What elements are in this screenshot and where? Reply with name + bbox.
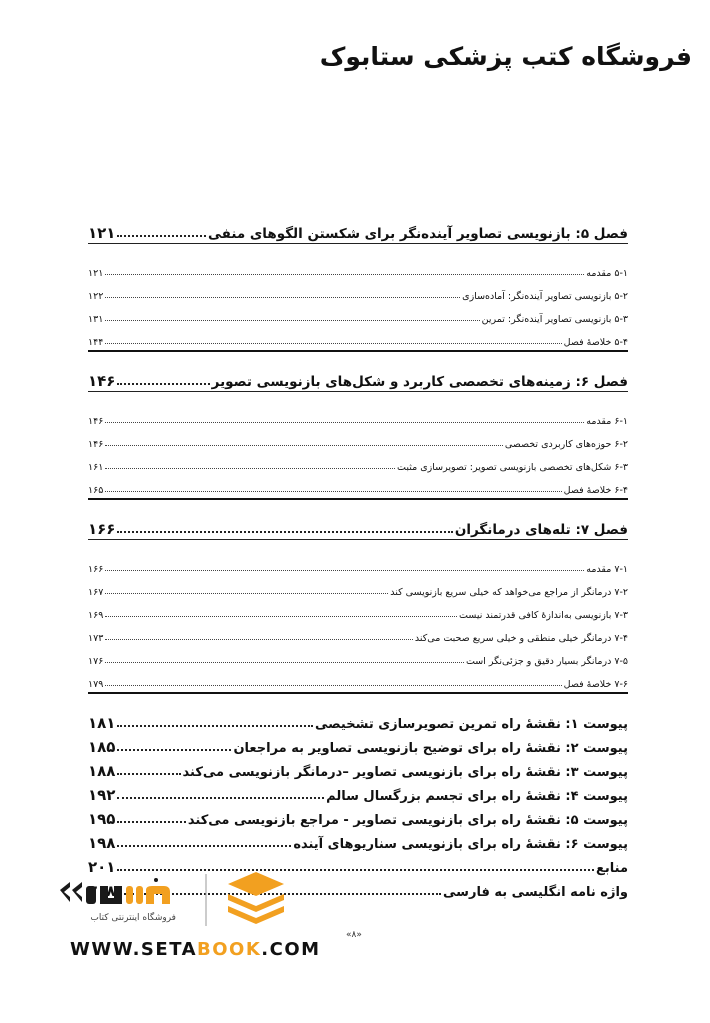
appendix-entry-page: ۱۹۲ [88, 786, 116, 804]
chapter-heading-page: ۱۲۱ [88, 224, 116, 242]
dot-leader [117, 531, 452, 533]
section-entry-page: ۱۴۴ [88, 337, 104, 348]
divider [88, 350, 628, 352]
divider [88, 391, 628, 392]
appendix-entry-page: ۱۸۵ [88, 738, 116, 756]
chapter-heading [88, 514, 628, 538]
dot-leader [105, 685, 561, 686]
appendix-entry [88, 732, 628, 756]
dot-leader [105, 570, 584, 571]
section-entry-page: ۱۶۵ [88, 485, 104, 496]
section-entry-title: ۷-۲ درمانگر از مراجع می‌خواهد که خیلی سریع بازنویسی کند [390, 587, 628, 598]
section-entry-page: ۱۳۱ [88, 314, 104, 325]
section-entry-page: ۱۲۲ [88, 291, 104, 302]
appendix-entry-title: پیوست ۴: نقشهٔ راه برای تجسم بزرگسال سالم [326, 789, 628, 804]
book-stack-icon [228, 872, 284, 924]
section-entry-page: ۱۶۶ [88, 564, 104, 575]
logo-small-text: فروشگاه اینترنتی کتاب [90, 913, 176, 923]
chapter-heading-title: فصل ۶: زمینه‌های تخصصی کاربرد و شکل‌های بازنویسی تصویر [211, 374, 628, 390]
divider [88, 498, 628, 500]
dot-leader [105, 468, 395, 469]
dot-leader [105, 343, 561, 344]
dot-leader [117, 235, 206, 237]
appendix-entry-page: ۲۰۱ [88, 858, 116, 876]
dot-leader [105, 422, 584, 423]
section-entry-page: ۱۷۳ [88, 633, 104, 644]
appendix-entry-page: ۱۸۸ [88, 762, 116, 780]
section-entry-title: ۷-۳ بازنویسی به‌اندازهٔ کافی قدرتمند نیست [459, 610, 628, 621]
chapter-heading-title: فصل ۵: بازنویسی تصاویر آینده‌نگر برای شکستن الگوهای منفی [207, 226, 628, 242]
section-entry-title: ۷-۱ مقدمه [586, 564, 628, 575]
section-entry-page: ۱۴۶ [88, 416, 104, 427]
setabook-logo [56, 868, 306, 933]
section-entry [88, 621, 628, 644]
section-entry-title: ۵-۲ بازنویسی تصاویر آینده‌نگر: آماده‌سازی [462, 291, 628, 302]
section-entry-title: ۶-۴ خلاصهٔ فصل [563, 485, 628, 496]
chevron-logo-icon [60, 882, 82, 902]
section-entry [88, 427, 628, 450]
section-entry-page: ۱۶۹ [88, 610, 104, 621]
section-entry-title: ۶-۱ مقدمه [586, 416, 628, 427]
section-entry [88, 473, 628, 496]
divider [88, 692, 628, 694]
section-entry-page: ۱۷۶ [88, 656, 104, 667]
section-entry [88, 404, 628, 427]
dot-leader [117, 797, 324, 799]
dot-leader [117, 383, 209, 385]
section-entry-title: ۷-۴ درمانگر خیلی منطقی و خیلی سریع صحبت می‌کند [414, 633, 628, 644]
seta-logo-glyphs [86, 878, 170, 904]
dot-leader [117, 821, 185, 823]
section-entry [88, 644, 628, 667]
logo-website-url: WWW.SETABOOK.COM [70, 939, 321, 960]
page-number: «۸» [346, 930, 362, 940]
section-entry [88, 575, 628, 598]
appendix-entry-title: پیوست ۳: نقشهٔ راه برای بازنویسی تصاویر –درمانگر بازنویسی می‌کند [182, 765, 628, 780]
section-entry-title: ۵-۳ بازنویسی تصاویر آینده‌نگر: تمرین [481, 314, 628, 325]
section-entry-page: ۱۲۱ [88, 268, 104, 279]
dot-leader [105, 320, 479, 321]
section-entry-page: ۱۷۹ [88, 679, 104, 690]
divider [88, 539, 628, 540]
section-entry [88, 667, 628, 690]
dot-leader [105, 593, 388, 594]
dot-leader [105, 616, 457, 617]
section-entry [88, 598, 628, 621]
appendix-entry-page: ۱۹۵ [88, 810, 116, 828]
section-entry-title: ۶-۲ حوزه‌های کاربردی تخصصی [504, 439, 628, 450]
appendix-entry [88, 804, 628, 828]
dot-leader [105, 662, 464, 663]
section-entry-title: ۷-۵ درمانگر بسیار دقیق و جزئی‌نگر است [465, 656, 628, 667]
section-entry [88, 325, 628, 348]
section-entry [88, 552, 628, 575]
appendix-entry [88, 756, 628, 780]
appendix-entry [88, 708, 628, 732]
section-entry-page: ۱۴۶ [88, 439, 104, 450]
section-entry [88, 450, 628, 473]
chapter-heading-page: ۱۶۶ [88, 520, 116, 538]
section-entry-page: ۱۶۷ [88, 587, 104, 598]
chapter-heading [88, 366, 628, 390]
section-entry-page: ۱۶۱ [88, 462, 104, 473]
dot-leader [105, 274, 584, 275]
dot-leader [117, 749, 231, 751]
dot-leader [117, 725, 312, 727]
appendix-entry-title: پیوست ۵: نقشهٔ راه برای بازنویسی تصاویر - مراجع بازنویسی می‌کند [187, 813, 628, 828]
chapter-heading-page: ۱۴۶ [88, 372, 116, 390]
store-title: فروشگاه کتب پزشکی ستابوک [319, 42, 692, 71]
appendix-entry-page: ۱۹۸ [88, 834, 116, 852]
section-entry-title: ۵-۱ مقدمه [586, 268, 628, 279]
section-entry-title: ۷-۶ خلاصهٔ فصل [563, 679, 628, 690]
dot-leader [105, 491, 561, 492]
section-entry [88, 302, 628, 325]
appendix-entry [88, 828, 628, 852]
section-entry-title: ۵-۴ خلاصهٔ فصل [563, 337, 628, 348]
appendix-entry [88, 780, 628, 804]
section-entry [88, 256, 628, 279]
appendix-entry-title: پیوست ۶: نقشهٔ راه برای بازنویسی سناریوهای آینده [293, 837, 628, 852]
appendix-entry-title: منابع [596, 861, 628, 876]
chapter-heading-title: فصل ۷: تله‌های درمانگران [454, 522, 628, 538]
section-entry-title: ۶-۳ شکل‌های تخصصی بازنویسی تصویر: تصویرسازی مثبت [397, 462, 628, 473]
appendix-entry-page: ۱۸۱ [88, 714, 116, 732]
chapter-heading [88, 218, 628, 242]
dot-leader [105, 297, 460, 298]
dot-leader [117, 845, 291, 847]
section-entry [88, 279, 628, 302]
appendix-entry-title: پیوست ۱: نقشهٔ راه تمرین تصویرسازی تشخیصی [314, 717, 628, 732]
table-of-contents [88, 216, 628, 900]
appendix-entry-title: پیوست ۲: نقشهٔ راه برای توضیح بازنویسی تصاویر به مراجعان [233, 741, 628, 756]
appendix-entry-title: واژه نامه انگلیسی به فارسی [443, 885, 628, 900]
dot-leader [105, 639, 413, 640]
dot-leader [105, 445, 503, 446]
divider [88, 243, 628, 244]
dot-leader [117, 773, 180, 775]
